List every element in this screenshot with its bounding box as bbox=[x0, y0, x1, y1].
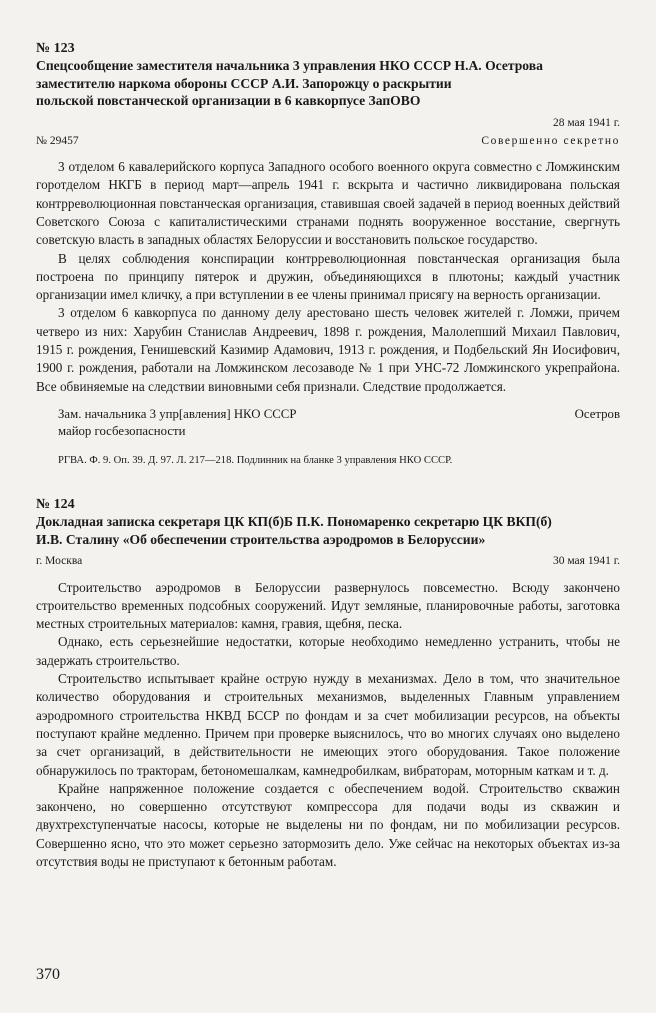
body-paragraph: Строительство аэродромов в Белоруссии развернулось повсеместно. Всюду закончено строительство временных подсобных сооружений. Идут земляные, планировочные работы, заготовка местных строительных материалов: камня, гравия, щебня, песка. bbox=[36, 579, 620, 632]
signature-name: Осетров bbox=[574, 406, 620, 421]
body-paragraph: 3 отделом 6 кавалерийского корпуса Западного особого военного округа совместно с Ломжинским горотделом НКГБ в период март—апрель 1941 г. вскрыта и частично ликвидирована польская контрреволюционная повстанческая организация, ставившая своей задачей в период военных действий Советского Союза с капиталистическими странами поднять вооруженное восстание, свергнуть советскую власть в западных областях Белоруссии и восстановить польское государство. bbox=[36, 159, 620, 248]
title-line: заместителю наркома обороны СССР А.И. Запорожцу о раскрытии bbox=[36, 75, 452, 91]
document-date: 30 мая 1941 г. bbox=[552, 555, 620, 568]
document-page bbox=[36, 40, 620, 871]
document-place: г. Москва bbox=[36, 555, 83, 568]
document-title bbox=[36, 513, 620, 548]
body-paragraph: Однако, есть серьезнейшие недостатки, которые необходимо немедленно устранить, чтобы не задержать строительство. bbox=[36, 634, 620, 668]
archive-source: РГВА. Ф. 9. Оп. 39. Д. 97. Л. 217—218. Подлинник на бланке 3 управления НКО СССР. bbox=[58, 454, 453, 466]
signature-title: Зам. начальника 3 упр[авления] НКО СССР bbox=[58, 406, 297, 421]
title-line: И.В. Сталину «Об обеспечении строительства аэродромов в Белоруссии» bbox=[36, 531, 486, 547]
title-line: польской повстанческой организации в 6 кавкорпусе ЗапОВО bbox=[36, 93, 421, 108]
doc-124 bbox=[36, 496, 620, 871]
signature-block bbox=[36, 406, 620, 440]
doc-123 bbox=[36, 40, 620, 470]
body-paragraph: Строительство испытывает крайне острую нужду в механизмах. Дело в том, что значительное количество оборудования и строительных механизмов, выделенных Главным управлением аэродромного строительства НКВД БССР по фондам и за счет мобилизации ресурсов, на объекты поступают крайне медленно. Причем при проверке выяснилось, что во многих случаях оно выделено за счет организаций, в действительности не имеющих этого оборудования. Такое положение обнаружилось по тракторам, бетономешалкам, камнедробилкам, вибраторам, моторным каткам и т. д. bbox=[36, 671, 620, 778]
body-paragraph: 3 отделом 6 кавкорпуса по данному делу арестовано шесть человек жителей г. Ломжи, причем четверо из них: Харубин Станислав Андреевич, 1898 г. рождения, Малолепший Михаил Павлович, 1915 г. рождения, Генишевский Казимир Адамович, 1913 г. рождения, и Подбельский Ян Иосифович, 1900 г. рождения, работали на Ломжинском лесозаводе № 1 при УНС-72 Ломжинского укрепрайона. Все обвиняемые на следствии виновными себя признали. Следствие продолжается. bbox=[36, 305, 620, 394]
page-number: 370 bbox=[36, 966, 60, 983]
document-number: № 123 bbox=[36, 41, 75, 56]
reference-number: № 29457 bbox=[36, 134, 79, 147]
body-paragraph: В целях соблюдения конспирации контрреволюционная повстанческая организация была построена по принципу пятерок и дружин, объединяющихся в плютоны; каждый участник организации имел кличку, а при вступлении в ее члены принимал присягу на верность организации. bbox=[36, 250, 620, 303]
document-number: № 124 bbox=[36, 497, 75, 513]
document-title bbox=[36, 57, 620, 110]
body-paragraph: Крайне напряженное положение создается с обеспечением водой. Строительство скважин закончено, но совершенно отсутствуют компрессора для подачи воды из скважин и двухтрехступенчатые насосы, которые не выделены ни по фондам, ни по мобилизации ресурсов. Совершенно ясно, что это может серьезно затормозить дело. Уже сейчас на некоторых объектах из-за отсутствия воды не приступают к бетонным работам. bbox=[36, 780, 620, 869]
signature-rank: майор госбезопасности bbox=[58, 423, 186, 438]
document-date: 28 мая 1941 г. bbox=[552, 116, 620, 129]
title-line: Спецсообщение заместителя начальника 3 управления НКО СССР Н.А. Осетрова bbox=[36, 58, 543, 73]
title-line: Докладная записка секретаря ЦК КП(б)Б П.К. Пономаренко секретарю ЦК ВКП(б) bbox=[36, 514, 552, 530]
classification-stamp: Совершенно секретно bbox=[481, 134, 620, 147]
